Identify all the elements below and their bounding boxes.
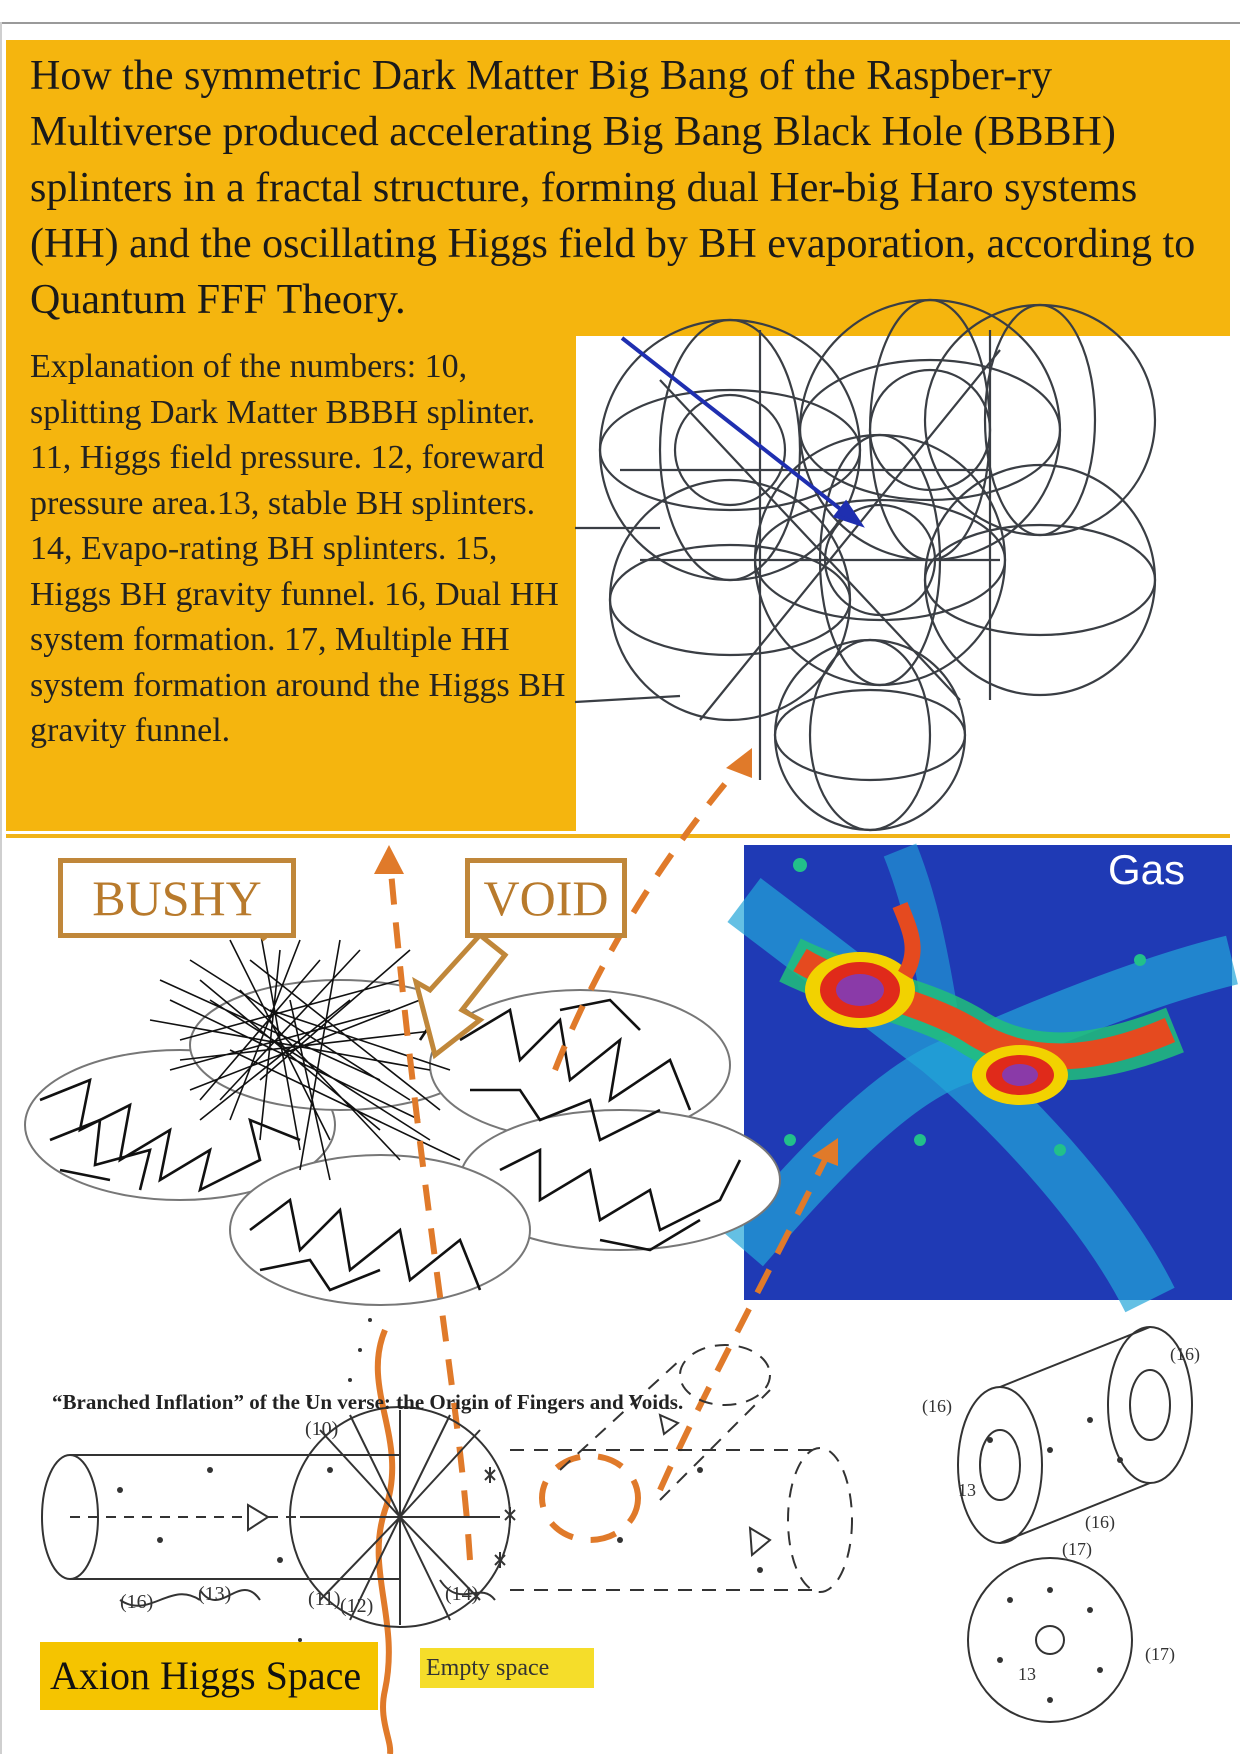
branched-inflation-caption: “Branched Inflation” of the Un verse: the Origin of Fingers and Voids. [52, 1390, 684, 1414]
label-16-left: (16) [922, 1396, 952, 1416]
label-14: (14) [445, 1583, 479, 1605]
raspberry-multiverse-wireframe [575, 300, 1155, 830]
page-title: How the symmetric Dark Matter Big Bang of the Raspber-ry Multiverse produced accelerating Big Bang Black Hole (BBBH) splinters in a fractal structure, forming dual Her-big Haro systems (HH) and the oscillating Higgs field by BH evaporation, according to Quantum FFF Theory. [30, 53, 1196, 323]
label-16-right: (16) [1170, 1344, 1200, 1364]
blue-arrow [622, 338, 860, 524]
label-17-top: (17) [1062, 1539, 1092, 1559]
fractal-ellipses [25, 980, 780, 1305]
label-11: (11) [308, 1588, 341, 1610]
explanation-text: Explanation of the numbers: 10, splitting Dark Matter BBBH splinter. 11, Higgs field pressure. 12, foreward pressure area.13, stable BH splinters. 14, Evapo-rating BH splinters. 15, Higgs BH gravity funnel. 16, Dual HH system formation. 17, Multiple HH system formation around the Higgs BH gravity funnel. [30, 348, 566, 749]
label-16: (16) [120, 1591, 154, 1613]
bushy-label: BUSHY [58, 858, 296, 938]
gas-label: Gas [1108, 846, 1186, 893]
label-13: (13) [198, 1583, 232, 1605]
label-17-right: (17) [1145, 1644, 1175, 1664]
empty-space-label: Empty space [420, 1648, 594, 1688]
label-13-circle: 13 [1018, 1664, 1036, 1684]
axion-higgs-space-label: Axion Higgs Space [40, 1642, 378, 1710]
label-12: (12) [340, 1595, 374, 1617]
scatter-dots [117, 1318, 763, 1692]
void-label: VOID [465, 858, 627, 938]
label-13-cylinder: 13 [958, 1480, 976, 1500]
label-16-bottom: (16) [1085, 1512, 1115, 1532]
hh-dots [987, 1417, 1123, 1703]
gas-simulation-panel [744, 845, 1232, 1300]
label-10: (10) [305, 1418, 339, 1440]
dual-hh-cylinder [958, 1327, 1192, 1543]
